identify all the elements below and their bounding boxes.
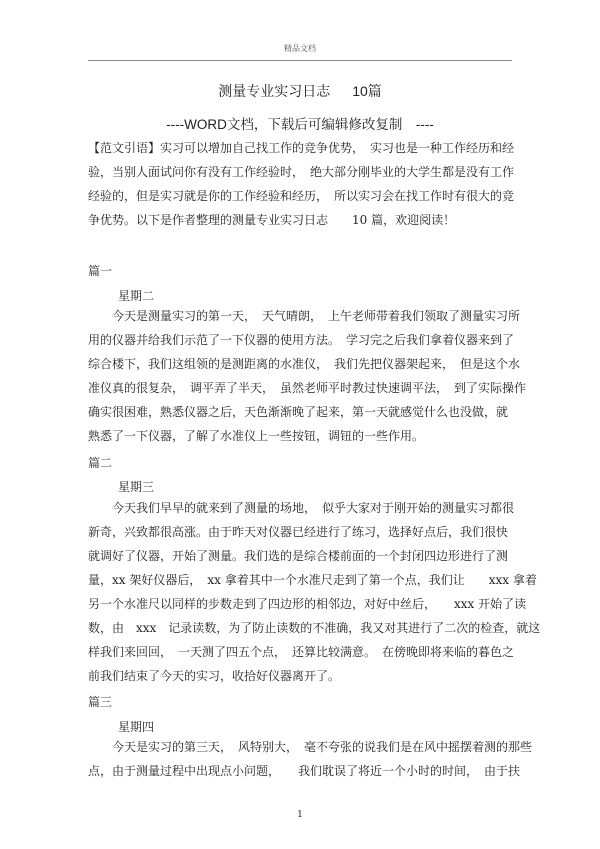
- body-line: 点，由于测量过程中出现点小问题， 我们耽误了将近一个小时的时间， 由于扶: [88, 764, 521, 778]
- section-body: [88, 496, 541, 688]
- section-body: [88, 735, 533, 783]
- page-title: [0, 81, 600, 101]
- intro-line: 经验的，但是实习就是你的工作经验和经历， 所以实习会在找工作时有很大的竞: [88, 189, 515, 203]
- body-line: 今天是测量实习的第一天， 天气晴朗， 上午老师带着我们领取了测量实习所: [88, 309, 521, 323]
- section-heading: 篇三: [88, 695, 113, 709]
- intro-paragraph: [88, 136, 518, 232]
- header-label: 精品文档: [284, 44, 316, 53]
- intro-line: 【范文引语】实习可以增加自己找工作的竞争优势， 实习也是一种工作经历和经: [88, 141, 515, 155]
- body-line: 样我们来回回， 一天测了四五个点， 还算比较满意。 在傍晚即将来临的暮色之: [88, 645, 515, 659]
- body-line: 准仪真的很复杂， 调平弄了半天， 虽然老师平时教过快速调平法， 到了实际操作: [88, 381, 527, 395]
- body-line: 确实很困难，熟悉仪器之后，天色渐渐晚了起来，第一天就感觉什么也没做，就: [88, 405, 509, 419]
- body-line: 另一个水准尺以同样的步数走到了四边形的相邻边，对好中丝后， xxx 开始了读: [88, 597, 527, 611]
- body-line: 就调好了仪器，开始了测量。我们选的是综合楼前面的一个封闭四边形进行了测: [88, 549, 509, 563]
- title-text: 测量专业实习日志: [218, 84, 331, 100]
- body-line: 熟悉了一下仪器，了解了水准仪上一些按钮，调钮的一些作用。: [88, 429, 425, 443]
- body-line: 新奇，兴致都很高涨。由于昨天对仪器已经进行了练习，选择好点后，我们很快: [88, 525, 509, 539]
- body-line: 量，xx 架好仪器后， xx 拿着其中一个水准尺走到了第一个点，我们让 xxx 拿着: [88, 573, 537, 587]
- subtitle-suffix: ----: [415, 117, 434, 132]
- intro-line: 争优势。以下是作者整理的测量专业实习日志 10 篇，欢迎阅读！: [88, 213, 456, 227]
- section-body: [88, 304, 527, 448]
- body-line: 前我们结束了今天的实习，收拾好仪器离开了。: [88, 669, 341, 683]
- intro-line: 验，当别人面试问你有没有工作经验时， 绝大部分刚毕业的大学生都是没有工作: [88, 165, 515, 179]
- section-heading: 篇一: [88, 264, 113, 278]
- body-line: 今天是实习的第三天， 风特别大， 毫不夸张的说我们是在风中摇摆着测的那些: [88, 740, 533, 754]
- header-divider: [88, 60, 512, 61]
- section-day: 星期四: [118, 720, 155, 734]
- body-line: 用的仪器并给我们示范了一下仪器的使用方法。 学习完之后我们拿着仪器来到了: [88, 333, 515, 347]
- subtitle-rest: 文档，下载后可编辑修改复制: [226, 117, 403, 133]
- section-day: 星期三: [118, 480, 155, 494]
- body-line: 数，由 xxx 记录读数，为了防止读数的不准确，我又对其进行了二次的检查，就这: [88, 621, 541, 635]
- page-subtitle: [0, 113, 600, 133]
- page-number: 1: [297, 810, 303, 820]
- title-count: 10篇: [352, 83, 382, 99]
- body-line: 综合楼下，我们这组领的是测距离的水准仪， 我们先把仪器架起来， 但是这个水: [88, 357, 521, 371]
- subtitle-prefix: ----: [166, 117, 185, 132]
- subtitle-word: WORD: [184, 117, 227, 132]
- section-heading: 篇二: [88, 456, 113, 470]
- section-day: 星期二: [118, 289, 155, 303]
- body-line: 今天我们早早的就来到了测量的场地， 似乎大家对于刚开始的测量实习都很: [88, 501, 515, 515]
